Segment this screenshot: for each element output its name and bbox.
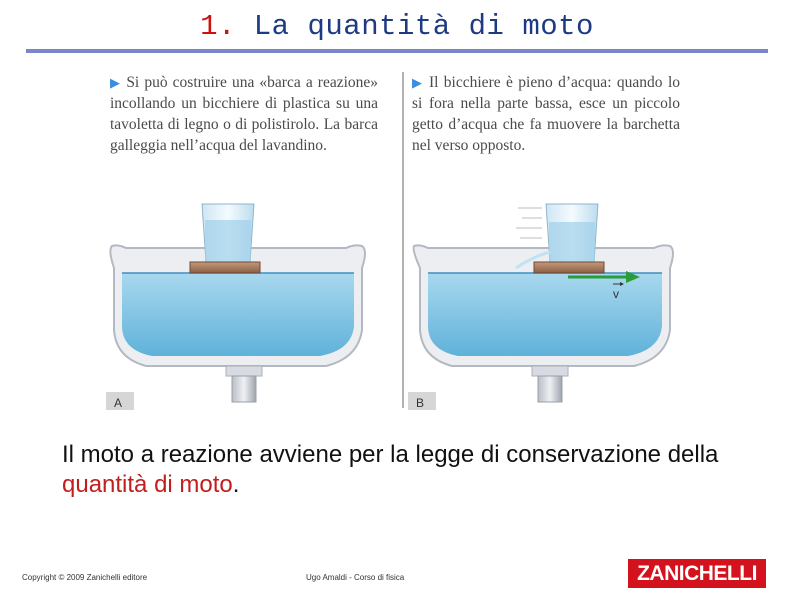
slide-title xyxy=(0,10,794,43)
section-number: 1. xyxy=(200,10,236,43)
title-text: La quantità di moto xyxy=(253,10,594,43)
body-text-end: . xyxy=(232,471,240,498)
board-b xyxy=(534,262,604,273)
label-b: B xyxy=(416,396,425,410)
figure-panels xyxy=(106,68,684,413)
caption-a-text: Si può costruire una «barca a reazione» incollando un bicchiere di plastica su una tavoletta di legno o di polistirolo. La barca galleggia nell’acqua del lavandino. xyxy=(110,74,379,154)
title-rule xyxy=(26,49,768,53)
footer-course: Ugo Amaldi - Corso di fisica xyxy=(306,573,405,582)
publisher-logo: ZANICHELLI xyxy=(628,559,766,588)
footer-copyright: Copyright © 2009 Zanichelli editore xyxy=(22,573,148,582)
sink-illustration xyxy=(106,68,684,413)
velocity-label: v xyxy=(613,287,619,301)
panel-b xyxy=(408,204,673,410)
caption-b-text: Il bicchiere è pieno d’acqua: quando lo si fora nella parte bassa, esce un piccolo getto d’acqua che fa muovere la barchetta nel verso opposto. xyxy=(412,74,680,154)
body-text xyxy=(62,440,762,500)
label-a: A xyxy=(114,396,123,410)
body-text-start: Il moto a reazione avviene per la legge di conservazione della xyxy=(62,441,719,468)
body-text-highlight: quantità di moto xyxy=(62,471,233,498)
board-a xyxy=(190,262,260,273)
triangle-bullet-icon: ▶ xyxy=(412,75,424,90)
water-a xyxy=(122,273,354,356)
triangle-bullet-icon: ▶ xyxy=(110,75,122,90)
panel-a xyxy=(106,204,365,410)
water-b xyxy=(428,273,662,356)
